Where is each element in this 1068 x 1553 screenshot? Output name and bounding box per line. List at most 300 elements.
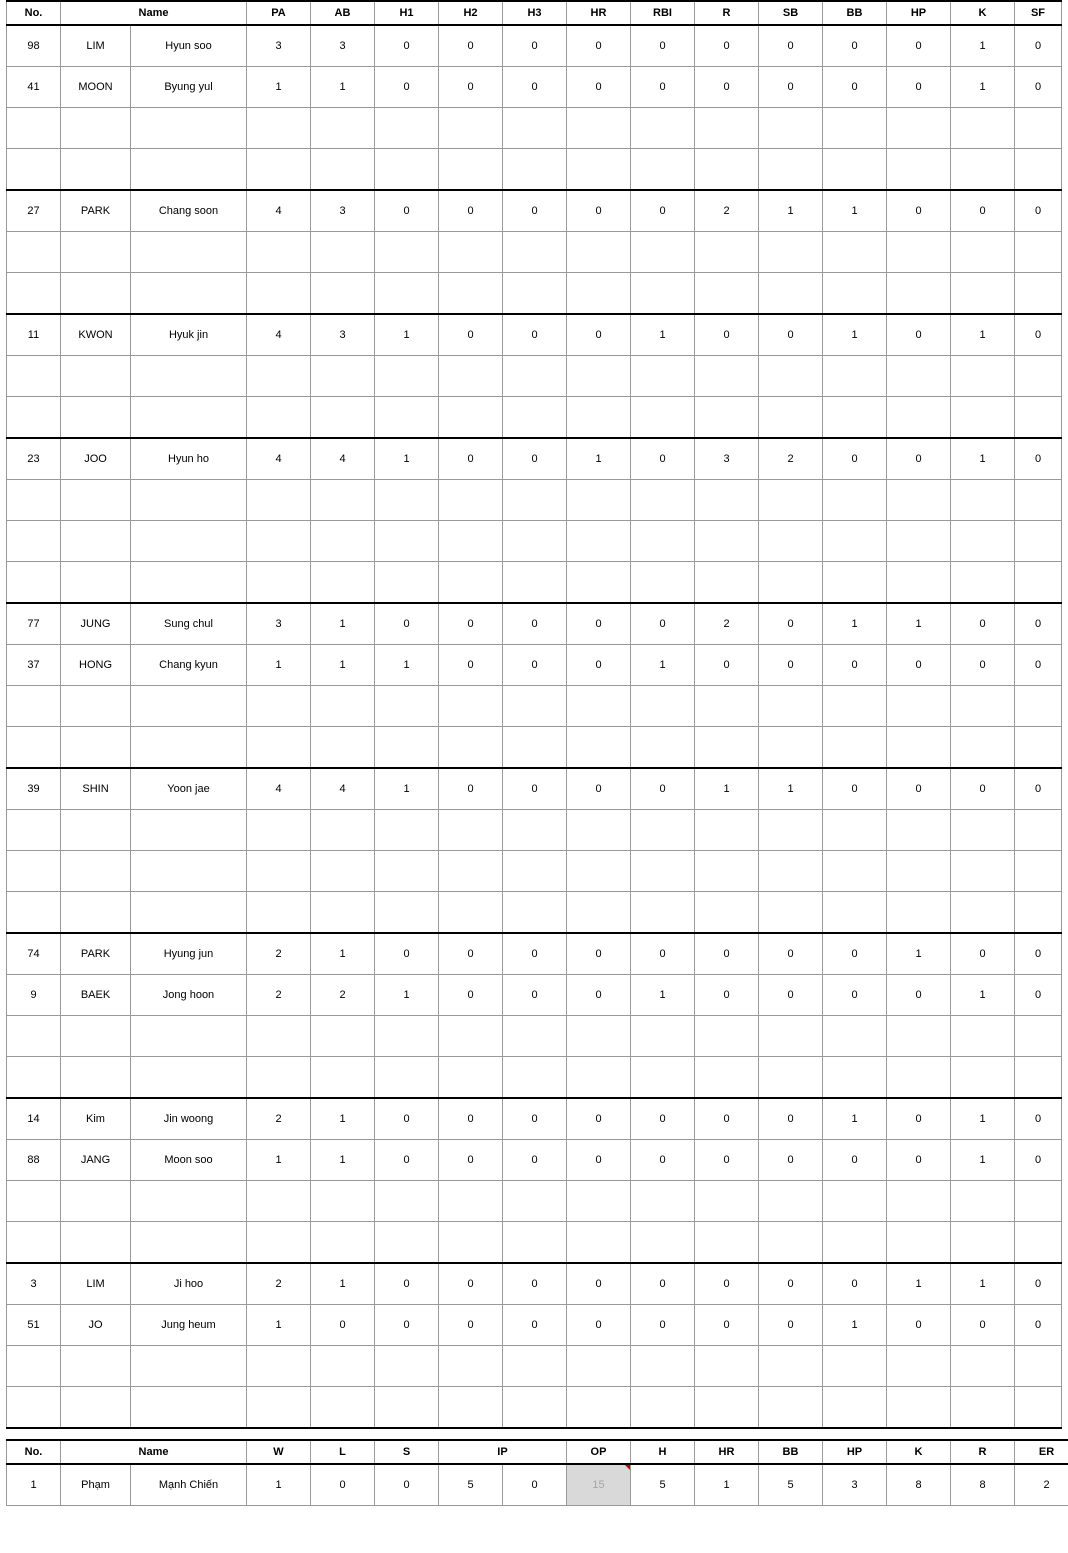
stat-h2[interactable]: 0	[439, 1263, 503, 1305]
stat-k[interactable]	[951, 1016, 1015, 1057]
stat-bb[interactable]: 0	[823, 1140, 887, 1181]
stat-pa[interactable]	[247, 273, 311, 315]
stat-pa[interactable]: 2	[247, 1098, 311, 1140]
stat-h1[interactable]	[375, 1222, 439, 1264]
player-first-name[interactable]: Hyuk jin	[131, 314, 247, 356]
stat-hp[interactable]	[887, 1016, 951, 1057]
stat-h3[interactable]	[503, 397, 567, 439]
player-number[interactable]	[7, 1181, 61, 1222]
player-first-name[interactable]: Chang soon	[131, 190, 247, 232]
stat-k[interactable]	[951, 480, 1015, 521]
stat-ab[interactable]: 1	[311, 645, 375, 686]
stat-sb[interactable]: 0	[759, 314, 823, 356]
stat-hp[interactable]	[887, 892, 951, 934]
batting-empty-row[interactable]	[7, 562, 1062, 604]
stat-hr[interactable]	[567, 562, 631, 604]
stat-pa[interactable]	[247, 562, 311, 604]
stat-ab[interactable]	[311, 810, 375, 851]
player-last-name[interactable]: JOO	[61, 438, 131, 480]
batting-empty-row[interactable]	[7, 686, 1062, 727]
stat-bb[interactable]	[823, 273, 887, 315]
stat-h1[interactable]: 0	[375, 933, 439, 975]
stat-bb[interactable]: 0	[823, 768, 887, 810]
player-last-name[interactable]: Kim	[61, 1098, 131, 1140]
stat-h3[interactable]	[503, 149, 567, 191]
stat-h3[interactable]: 0	[503, 438, 567, 480]
stat-bb[interactable]	[823, 892, 887, 934]
stat-k[interactable]	[951, 851, 1015, 892]
pitcher-number[interactable]: 1	[7, 1464, 61, 1506]
stat-h2[interactable]: 0	[439, 645, 503, 686]
stat-bb[interactable]	[823, 1222, 887, 1264]
player-number[interactable]	[7, 149, 61, 191]
stat-hr[interactable]: 0	[567, 768, 631, 810]
stat-hp[interactable]: 0	[887, 975, 951, 1016]
stat-hr[interactable]: 0	[567, 314, 631, 356]
batting-empty-row[interactable]	[7, 149, 1062, 191]
stat-ab[interactable]: 0	[311, 1305, 375, 1346]
stat-r[interactable]	[695, 1387, 759, 1429]
stat-sf[interactable]: 0	[1015, 190, 1062, 232]
stat-ab[interactable]	[311, 108, 375, 149]
stat-hr[interactable]	[567, 1016, 631, 1057]
stat-sb[interactable]	[759, 851, 823, 892]
stat-pa[interactable]: 1	[247, 67, 311, 108]
stat-sb[interactable]	[759, 521, 823, 562]
stat-pa[interactable]	[247, 892, 311, 934]
stat-pa[interactable]: 3	[247, 603, 311, 645]
player-first-name[interactable]	[131, 480, 247, 521]
stat-h2[interactable]: 0	[439, 1140, 503, 1181]
player-number[interactable]	[7, 1057, 61, 1099]
stat-rbi[interactable]: 0	[631, 1263, 695, 1305]
stat-sb[interactable]	[759, 1016, 823, 1057]
stat-r[interactable]: 0	[695, 933, 759, 975]
stat-rbi[interactable]	[631, 1057, 695, 1099]
player-number[interactable]: 39	[7, 768, 61, 810]
stat-k[interactable]	[951, 686, 1015, 727]
stat-h2[interactable]	[439, 1387, 503, 1429]
stat-rbi[interactable]: 0	[631, 933, 695, 975]
player-first-name[interactable]	[131, 1057, 247, 1099]
player-last-name[interactable]: HONG	[61, 645, 131, 686]
stat-h3[interactable]	[503, 1222, 567, 1264]
player-last-name[interactable]: PARK	[61, 190, 131, 232]
stat-sb[interactable]: 0	[759, 1305, 823, 1346]
stat-pa[interactable]: 2	[247, 1263, 311, 1305]
stat-h1[interactable]: 0	[375, 1140, 439, 1181]
player-last-name[interactable]	[61, 1222, 131, 1264]
stat-r[interactable]	[695, 1346, 759, 1387]
player-last-name[interactable]: JUNG	[61, 603, 131, 645]
stat-h3[interactable]: 0	[503, 768, 567, 810]
stat-hp[interactable]: 1	[887, 603, 951, 645]
stat-sf[interactable]	[1015, 1222, 1062, 1264]
player-last-name[interactable]: PARK	[61, 933, 131, 975]
stat-h3[interactable]	[503, 851, 567, 892]
player-number[interactable]	[7, 273, 61, 315]
stat-rbi[interactable]	[631, 686, 695, 727]
stat-pa[interactable]	[247, 1016, 311, 1057]
player-number[interactable]	[7, 1016, 61, 1057]
player-number[interactable]: 11	[7, 314, 61, 356]
stat-pa[interactable]	[247, 397, 311, 439]
stat-r[interactable]	[695, 397, 759, 439]
stat-bb[interactable]: 0	[823, 438, 887, 480]
stat-sb[interactable]	[759, 1387, 823, 1429]
stat-h2[interactable]: 0	[439, 933, 503, 975]
stat-bb[interactable]	[823, 521, 887, 562]
player-first-name[interactable]	[131, 686, 247, 727]
stat-hr[interactable]	[567, 273, 631, 315]
stat-k[interactable]: 0	[951, 768, 1015, 810]
batting-empty-row[interactable]	[7, 356, 1062, 397]
stat-k[interactable]: 1	[951, 438, 1015, 480]
stat-rbi[interactable]	[631, 273, 695, 315]
stat-h1[interactable]	[375, 1057, 439, 1099]
stat-pa[interactable]	[247, 521, 311, 562]
player-first-name[interactable]	[131, 1346, 247, 1387]
stat-r[interactable]	[695, 232, 759, 273]
stat-hp[interactable]	[887, 232, 951, 273]
stat-hp[interactable]: 0	[887, 1098, 951, 1140]
stat-r[interactable]: 0	[695, 645, 759, 686]
stat-bb[interactable]: 1	[823, 190, 887, 232]
stat-sb[interactable]: 1	[759, 190, 823, 232]
stat-bb[interactable]	[823, 1346, 887, 1387]
stat-k[interactable]: 0	[951, 933, 1015, 975]
stat-r[interactable]: 0	[695, 1140, 759, 1181]
stat-hr[interactable]	[567, 1222, 631, 1264]
stat-h3[interactable]	[503, 1387, 567, 1429]
stat-h3[interactable]	[503, 356, 567, 397]
stat-sb[interactable]	[759, 1346, 823, 1387]
stat-h2[interactable]	[439, 892, 503, 934]
stat-sb[interactable]: 0	[759, 67, 823, 108]
stat-rbi[interactable]	[631, 1346, 695, 1387]
player-number[interactable]	[7, 810, 61, 851]
stat-h2[interactable]	[439, 1181, 503, 1222]
stat-ab[interactable]	[311, 727, 375, 769]
pitching-row[interactable]	[7, 1464, 1068, 1506]
stat-sf[interactable]	[1015, 1057, 1062, 1099]
stat-bb[interactable]: 0	[823, 67, 887, 108]
player-first-name[interactable]	[131, 149, 247, 191]
stat-bb[interactable]	[823, 562, 887, 604]
player-first-name[interactable]	[131, 397, 247, 439]
player-number[interactable]	[7, 108, 61, 149]
stat-ab[interactable]	[311, 1222, 375, 1264]
stat-k[interactable]	[951, 1222, 1015, 1264]
stat-rbi[interactable]	[631, 149, 695, 191]
stat-ab[interactable]	[311, 1181, 375, 1222]
stat-hp[interactable]: 0	[887, 314, 951, 356]
stat-bb[interactable]	[823, 149, 887, 191]
stat-sf[interactable]: 0	[1015, 768, 1062, 810]
stat-k[interactable]: 0	[951, 645, 1015, 686]
player-last-name[interactable]	[61, 521, 131, 562]
stat-sb[interactable]: 0	[759, 1263, 823, 1305]
stat-rbi[interactable]: 0	[631, 67, 695, 108]
stat-h1[interactable]	[375, 892, 439, 934]
stat-bb[interactable]	[823, 480, 887, 521]
stat-pa[interactable]	[247, 1057, 311, 1099]
stat-h2[interactable]: 0	[439, 1098, 503, 1140]
stat-sf[interactable]: 0	[1015, 314, 1062, 356]
stat-k[interactable]	[951, 892, 1015, 934]
stat-hp[interactable]	[887, 521, 951, 562]
stat-h2[interactable]	[439, 480, 503, 521]
stat-ab[interactable]	[311, 521, 375, 562]
batting-row[interactable]	[7, 603, 1062, 645]
stat-ab[interactable]	[311, 1016, 375, 1057]
player-last-name[interactable]	[61, 810, 131, 851]
stat-hp[interactable]: 0	[887, 768, 951, 810]
stat-h2[interactable]: 0	[439, 438, 503, 480]
stat-r[interactable]	[695, 149, 759, 191]
stat-sb[interactable]	[759, 108, 823, 149]
player-first-name[interactable]: Hyun ho	[131, 438, 247, 480]
stat-r[interactable]: 0	[695, 1263, 759, 1305]
stat-pa[interactable]	[247, 356, 311, 397]
player-first-name[interactable]	[131, 273, 247, 315]
stat-hp[interactable]	[887, 273, 951, 315]
stat-h1[interactable]	[375, 851, 439, 892]
stat-hp[interactable]	[887, 149, 951, 191]
stat-sf[interactable]: 0	[1015, 1098, 1062, 1140]
stat-h1[interactable]	[375, 562, 439, 604]
stat-h1[interactable]	[375, 149, 439, 191]
stat-k[interactable]: 1	[951, 25, 1015, 67]
batting-row[interactable]	[7, 1305, 1062, 1346]
stat-bb[interactable]	[823, 108, 887, 149]
stat-h1[interactable]	[375, 480, 439, 521]
stat-r[interactable]: 3	[695, 438, 759, 480]
stat-h2[interactable]	[439, 232, 503, 273]
stat-ab[interactable]: 3	[311, 25, 375, 67]
stat-ab[interactable]: 1	[311, 1098, 375, 1140]
stat-h2[interactable]	[439, 521, 503, 562]
stat-hp[interactable]: 0	[887, 1305, 951, 1346]
stat-hr[interactable]	[567, 397, 631, 439]
player-first-name[interactable]: Hyung jun	[131, 933, 247, 975]
stat-r[interactable]	[695, 686, 759, 727]
stat-sf[interactable]	[1015, 1016, 1062, 1057]
stat-h1[interactable]: 0	[375, 1263, 439, 1305]
stat-pa[interactable]: 1	[247, 645, 311, 686]
player-last-name[interactable]	[61, 1387, 131, 1429]
stat-bb[interactable]	[823, 851, 887, 892]
stat-r[interactable]: 0	[695, 25, 759, 67]
player-last-name[interactable]	[61, 356, 131, 397]
stat-sb[interactable]: 1	[759, 768, 823, 810]
stat-rbi[interactable]	[631, 108, 695, 149]
batting-row[interactable]	[7, 1140, 1062, 1181]
stat-sf[interactable]: 0	[1015, 645, 1062, 686]
stat-r[interactable]	[695, 810, 759, 851]
player-first-name[interactable]: Yoon jae	[131, 768, 247, 810]
stat-hp[interactable]	[887, 1346, 951, 1387]
stat-h1[interactable]	[375, 1387, 439, 1429]
stat-h2[interactable]: 0	[439, 768, 503, 810]
player-first-name[interactable]	[131, 727, 247, 769]
stat-h[interactable]: 5	[631, 1464, 695, 1506]
stat-pa[interactable]	[247, 851, 311, 892]
stat-h2[interactable]	[439, 727, 503, 769]
stat-h1[interactable]	[375, 686, 439, 727]
stat-h2[interactable]: 0	[439, 603, 503, 645]
player-first-name[interactable]	[131, 108, 247, 149]
stat-sf[interactable]	[1015, 892, 1062, 934]
stat-sf[interactable]	[1015, 727, 1062, 769]
stat-bb[interactable]	[823, 727, 887, 769]
stat-bb[interactable]: 1	[823, 603, 887, 645]
stat-hp[interactable]	[887, 1057, 951, 1099]
stat-k[interactable]	[951, 356, 1015, 397]
stat-pa[interactable]	[247, 1387, 311, 1429]
player-first-name[interactable]: Moon soo	[131, 1140, 247, 1181]
stat-hp[interactable]: 0	[887, 25, 951, 67]
player-number[interactable]	[7, 1387, 61, 1429]
stat-pa[interactable]	[247, 480, 311, 521]
stat-h3[interactable]: 0	[503, 603, 567, 645]
stat-rbi[interactable]: 0	[631, 438, 695, 480]
stat-r[interactable]: 2	[695, 603, 759, 645]
player-last-name[interactable]	[61, 1181, 131, 1222]
stat-bb[interactable]	[823, 1181, 887, 1222]
stat-sf[interactable]	[1015, 1346, 1062, 1387]
stat-r[interactable]	[695, 851, 759, 892]
stat-pa[interactable]: 1	[247, 1140, 311, 1181]
stat-h1[interactable]: 1	[375, 768, 439, 810]
player-last-name[interactable]	[61, 149, 131, 191]
stat-h1[interactable]: 0	[375, 190, 439, 232]
stat-hr[interactable]	[567, 356, 631, 397]
stat-r[interactable]	[695, 521, 759, 562]
stat-h3[interactable]	[503, 562, 567, 604]
stat-h1[interactable]	[375, 1181, 439, 1222]
stat-ab[interactable]	[311, 686, 375, 727]
stat-h2[interactable]	[439, 356, 503, 397]
stat-h3[interactable]	[503, 1057, 567, 1099]
player-last-name[interactable]: SHIN	[61, 768, 131, 810]
player-first-name[interactable]: Ji hoo	[131, 1263, 247, 1305]
batting-empty-row[interactable]	[7, 232, 1062, 273]
stat-hr[interactable]	[567, 232, 631, 273]
stat-ip-outs[interactable]: 0	[503, 1464, 567, 1506]
player-last-name[interactable]	[61, 397, 131, 439]
stat-h3[interactable]	[503, 232, 567, 273]
stat-hp[interactable]	[887, 727, 951, 769]
stat-bb[interactable]	[823, 1387, 887, 1429]
stat-hp[interactable]	[887, 356, 951, 397]
stat-r[interactable]: 1	[695, 768, 759, 810]
stat-hr[interactable]	[567, 1346, 631, 1387]
stat-rbi[interactable]: 0	[631, 603, 695, 645]
stat-h3[interactable]: 0	[503, 1098, 567, 1140]
stat-sf[interactable]: 0	[1015, 975, 1062, 1016]
stat-h1[interactable]: 1	[375, 314, 439, 356]
stat-sf[interactable]	[1015, 480, 1062, 521]
batting-row[interactable]	[7, 190, 1062, 232]
stat-k[interactable]: 1	[951, 314, 1015, 356]
stat-rbi[interactable]	[631, 562, 695, 604]
stat-sf[interactable]: 0	[1015, 933, 1062, 975]
stat-h1[interactable]	[375, 1346, 439, 1387]
player-number[interactable]: 88	[7, 1140, 61, 1181]
stat-sb[interactable]: 0	[759, 603, 823, 645]
stat-h2[interactable]	[439, 1057, 503, 1099]
pitcher-last-name[interactable]: Phạm	[61, 1464, 131, 1506]
stat-ab[interactable]	[311, 1346, 375, 1387]
stat-k[interactable]: 8	[887, 1464, 951, 1506]
stat-sf[interactable]	[1015, 851, 1062, 892]
stat-pa[interactable]: 3	[247, 25, 311, 67]
stat-bb[interactable]: 0	[823, 975, 887, 1016]
stat-k[interactable]	[951, 810, 1015, 851]
stat-pa[interactable]	[247, 1181, 311, 1222]
stat-rbi[interactable]	[631, 810, 695, 851]
player-first-name[interactable]: Jong hoon	[131, 975, 247, 1016]
stat-rbi[interactable]	[631, 1181, 695, 1222]
stat-h2[interactable]	[439, 273, 503, 315]
stat-h3[interactable]	[503, 521, 567, 562]
stat-h3[interactable]	[503, 1346, 567, 1387]
stat-h1[interactable]	[375, 521, 439, 562]
player-number[interactable]: 77	[7, 603, 61, 645]
stat-h1[interactable]: 0	[375, 1098, 439, 1140]
stat-hr[interactable]	[567, 686, 631, 727]
player-first-name[interactable]	[131, 521, 247, 562]
player-last-name[interactable]	[61, 1346, 131, 1387]
stat-r[interactable]	[695, 1057, 759, 1099]
stat-sf[interactable]	[1015, 397, 1062, 439]
stat-op[interactable]: 15	[567, 1464, 631, 1506]
stat-bb[interactable]: 0	[823, 933, 887, 975]
player-last-name[interactable]: LIM	[61, 1263, 131, 1305]
player-first-name[interactable]	[131, 1181, 247, 1222]
stat-pa[interactable]: 4	[247, 314, 311, 356]
stat-pa[interactable]	[247, 686, 311, 727]
stat-rbi[interactable]: 0	[631, 25, 695, 67]
stat-sb[interactable]	[759, 810, 823, 851]
stat-hp[interactable]: 0	[887, 1140, 951, 1181]
player-first-name[interactable]: Jung heum	[131, 1305, 247, 1346]
stat-h3[interactable]: 0	[503, 67, 567, 108]
player-number[interactable]: 74	[7, 933, 61, 975]
stat-r[interactable]: 0	[695, 67, 759, 108]
stat-pa[interactable]: 1	[247, 1305, 311, 1346]
stat-h3[interactable]	[503, 273, 567, 315]
batting-empty-row[interactable]	[7, 273, 1062, 315]
stat-pa[interactable]	[247, 108, 311, 149]
player-number[interactable]	[7, 480, 61, 521]
stat-pa[interactable]: 4	[247, 190, 311, 232]
stat-pa[interactable]	[247, 1222, 311, 1264]
stat-hr[interactable]	[567, 480, 631, 521]
player-last-name[interactable]	[61, 232, 131, 273]
stat-sb[interactable]	[759, 356, 823, 397]
stat-r[interactable]	[695, 480, 759, 521]
player-last-name[interactable]: MOON	[61, 67, 131, 108]
stat-ab[interactable]	[311, 1387, 375, 1429]
player-first-name[interactable]: Chang kyun	[131, 645, 247, 686]
stat-hr[interactable]: 0	[567, 1098, 631, 1140]
player-first-name[interactable]	[131, 892, 247, 934]
player-last-name[interactable]	[61, 686, 131, 727]
stat-hp[interactable]: 1	[887, 1263, 951, 1305]
stat-k[interactable]	[951, 1181, 1015, 1222]
